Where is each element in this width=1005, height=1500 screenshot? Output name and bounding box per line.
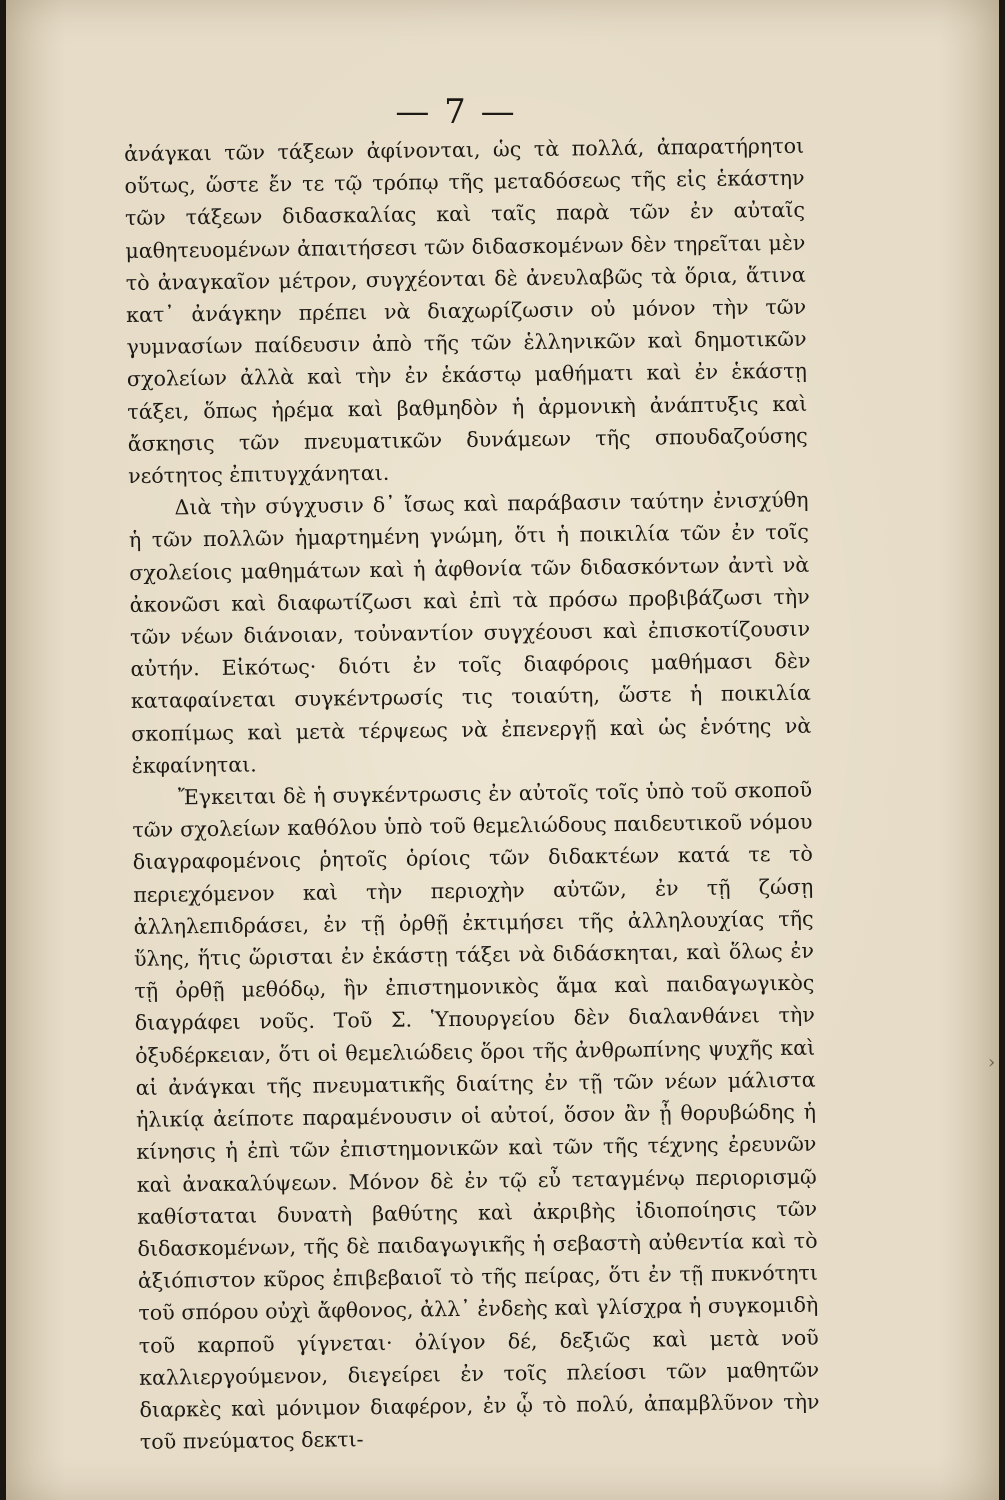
paragraph-1: ἀνάγκαι τῶν τάξεων ἀφίνονται, ὡς τὰ πολλά, ἀπαρατήρητοι οὕτως, ὥστε ἔν τε τῷ τρόπῳ τῆς μεταδόσεως τῆς εἰς ἑκάστην τῶν τάξεων διδασκαλίας καὶ ταῖς παρὰ τῶν ἐν αὐταῖς μαθητευομένων ἀπαιτήσεσι τῶν διδασκομένων δὲν τηρεῖται μὲν τὸ ἀναγκαῖον μέτρον, συγχέονται δὲ ἀνευλαβῶς τὰ ὅρια, ἅτινα κατ᾽ ἀνάγκην πρέπει νὰ διαχωρίζωσιν οὐ μόνον τὴν τῶν γυμνασίων παίδευσιν ἀπὸ τῆς τῶν ἑλληνικῶν καὶ δημοτικῶν σχολείων ἀλλὰ καὶ τὴν ἐν ἑκάστῳ μαθήματι καὶ ἐν ἑκάστῃ τάξει, ὅπως ἠρέμα καὶ βαθμηδὸν ἡ ἁρμονικὴ ἀνάπτυξις καὶ ἄσκησις τῶν πνευματικῶν δυνάμεων τῆς σπουδαζούσης νεότητος ἐπιτυγχάνηται. <box>124 133 808 489</box>
body-text <box>124 130 820 1459</box>
paragraph-3: Ἔγκειται δὲ ἡ συγκέντρωσις ἐν αὐτοῖς τοῖς ὑπὸ τοῦ σκοποῦ τῶν σχολείων καθόλου ὑπὸ τοῦ θεμελιώδους παιδευτικοῦ νόμου διαγραφομένοις ῥητοῖς ὁρίοις τῶν διδακτέων κατά τε τὸ περιεχόμενον καὶ τὴν περιοχὴν αὐτῶν, ἐν τῇ ζώσῃ ἀλληλεπιδράσει, ἐν τῇ ὀρθῇ ἐκτιμήσει τῆς ἀλληλουχίας τῆς ὕλης, ἥτις ὥρισται ἐν ἑκάστῃ τάξει νὰ διδάσκηται, καὶ ὅλως ἐν τῇ ὀρθῇ μεθόδῳ, ἣν ἐπιστημονικὸς ἅμα καὶ παιδαγωγικὸς διαγράφει νοῦς. Τοῦ Σ. Ὑπουργείου δὲν διαλανθάνει τὴν ὀξυδέρκειαν, ὅτι οἱ θεμελιώδεις ὅροι τῆς ἀνθρωπίνης ψυχῆς καὶ αἱ ἀνάγκαι τῆς πνευματικῆς διαίτης ἐν τῇ τῶν νέων μάλιστα ἡλικίᾳ ἀείποτε παραμένουσιν οἱ αὐτοί, ὅσον ἂν ᾖ θορυβώδης ἡ κίνησις ἡ ἐπὶ τῶν ἐπιστημονικῶν καὶ τῶν τῆς τέχνης ἐρευνῶν καὶ ἀνακαλύψεων. Μόνον δὲ ἐν τῷ εὖ τεταγμένῳ περιορισμῷ καθίσταται δυνατὴ βαθύτης καὶ ἀκριβὴς ἰδιοποίησις τῶν διδασκομένων, τῆς δὲ παιδαγωγικῆς ἡ σεβαστὴ αὐθεντία καὶ τὸ ἀξιόπιστον κῦρος ἐπιβεβαιοῖ τὸ τῆς πείρας, ὅτι ἐν τῇ πυκνότητι τοῦ σπόρου οὐχὶ ἄφθονος, ἀλλ᾽ ἐνδεὴς καὶ γλίσχρα ἡ συγκομιδὴ τοῦ καρποῦ γίγνεται· ὀλίγον δέ, δεξιῶς καὶ μετὰ νοῦ καλλιεργούμενον, διεγείρει ἐν τοῖς πλείοσι τῶν μαθητῶν διαρκὲς καὶ μόνιμον διαφέρον, ἐν ᾧ τὸ πολύ, ἀπαμβλῦνον τὴν τοῦ πνεύματος δεκτι- <box>132 777 820 1455</box>
page-number: — 7 — <box>395 92 517 132</box>
book-page <box>6 0 999 1500</box>
paragraph-2: Διὰ τὴν σύγχυσιν δ᾽ ἴσως καὶ παράβασιν ταύτην ἐνισχύθη ἡ τῶν πολλῶν ἡμαρτημένη γνώμη, ὅτι ἡ ποικιλία τῶν ἐν τοῖς σχολείοις μαθημάτων καὶ ἡ ἀφθονία τῶν διδασκόντων ἀντὶ νὰ ἀκονῶσι καὶ διαφωτίζωσι καὶ ἐπὶ τὰ πρόσω προβιβάζωσι τὴν τῶν νέων διάνοιαν, τοὐναντίον συγχέουσι καὶ ἐπισκοτίζουσιν αὐτήν. Εἰκότως· διότι ἐν τοῖς διαφόροις μαθήμασι δὲν καταφαίνεται συγκέντρωσίς τις τοιαύτη, ὥστε ἡ ποικιλία σκοπίμως καὶ μετὰ τέρψεως νὰ ἐπενεργῇ καὶ ὡς ἑνότης νὰ ἐκφαίνηται. <box>128 487 812 778</box>
margin-mark: › <box>988 1052 996 1073</box>
